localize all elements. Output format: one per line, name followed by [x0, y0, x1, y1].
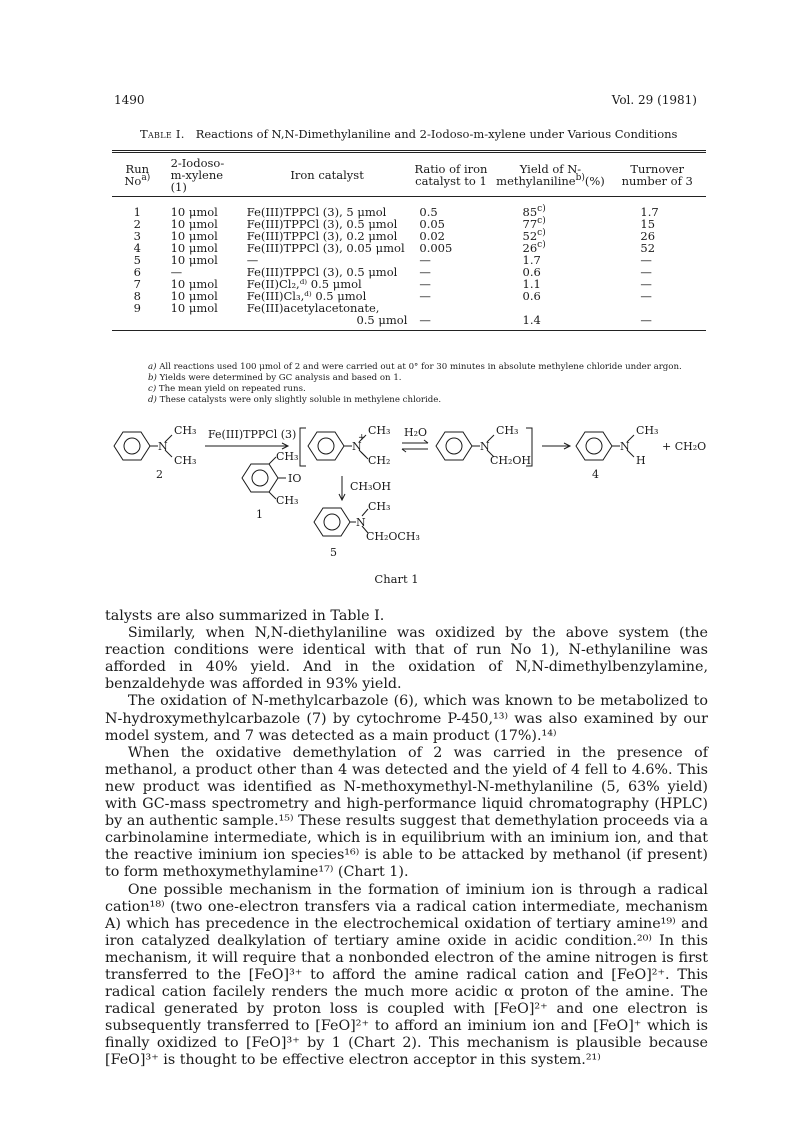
cell-ratio: —: [419, 265, 431, 279]
table-footnote: b) Yields were determined by GC analysis and based on 1.: [148, 373, 402, 383]
cell-yield: 1.1: [522, 277, 541, 291]
table-footnote: d) These catalysts were only slightly soluble in methylene chloride.: [148, 395, 442, 405]
label-ch2och3: CH₂OCH₃: [366, 530, 420, 543]
table-footnote: a) All reactions used 100 μmol of 2 and were carried out at 0° for 30 minutes in absolute methylene chloride under argon.: [148, 362, 682, 372]
label-catalyst: Fe(III)TPPCl (3): [208, 428, 297, 441]
journal-volume: Vol. 29 (1981): [611, 93, 697, 107]
label-ch3: CH₃: [276, 450, 299, 463]
label-ch2: CH₂: [368, 454, 391, 467]
label-ch2oh: CH₂OH: [490, 454, 532, 467]
cell-turnover: [608, 302, 706, 314]
label-ch3: CH₃: [276, 494, 299, 507]
label-n-plus: +: [358, 433, 366, 443]
label-ch3: CH₃: [636, 424, 659, 437]
cell-catalyst: Fe(III)TPPCl (3), 0.2 μmol: [246, 229, 398, 243]
cell-catalyst: Fe(III)acetylacetonate,: [246, 301, 380, 315]
benzene-ring-2: [114, 432, 150, 460]
col-xylene: 2-Iodoso- m-xylene (1): [170, 156, 225, 194]
cell-yield: [493, 302, 609, 314]
cell-turnover: —: [640, 253, 652, 267]
cell-ratio: 0.005: [419, 241, 453, 255]
table-row: [112, 314, 706, 331]
chart-caption: Chart 1: [374, 572, 419, 586]
cell-yield: 0.6: [522, 265, 541, 279]
cell-turnover: 15: [640, 217, 656, 231]
paragraph: One possible mechanism in the formation of iminium ion is through a radical cation¹⁸⁾ (two one-electron transfers via a radical cation intermediate, mechanism A) which has precedence in the electrochemical oxidation of tertiary amine¹⁹⁾ and iron catalyzed dealkylation of tertiary amine oxide in acidic condition.²⁰⁾ In this mechanism, it will require that a nonbonded electron of the amine nitrogen is first transferred to the [FeO]³⁺ to afford the amine radical cation and [FeO]²⁺. This radical cation facilely renders the much more acidic α proton of the amine. The radical generated by proton loss is coupled with [FeO]²⁺ and one electron is subsequently transferred to [FeO]²⁺ to afford an iminium ion and [FeO]⁺ which is finally oxidized to [FeO]³⁺ by 1 (Chart 2). This mechanism is plausible because [FeO]³⁺ is thought to be effective electron acceptor in this system.²¹⁾: [105, 881, 708, 1069]
cell-yield: 26$^{c)}$: [522, 240, 546, 255]
cell-xylene: 10 μmol: [170, 217, 218, 231]
cell-yield: 52$^{c)}$: [522, 228, 546, 243]
cell-run: 3: [133, 229, 141, 243]
table-row: [112, 302, 706, 314]
cell-catalyst: 0.5 μmol: [356, 313, 408, 327]
label-compound-1: 1: [256, 508, 263, 521]
col-ratio: Ratio of iron catalyst to 1: [414, 162, 488, 188]
table-caption: [140, 127, 700, 141]
paragraph: When the oxidative demethylation of 2 was carried in the presence of methanol, a product other than 4 was detected and the yield of 4 fell to 4.6%. This new product was identified as N-methoxymethyl-N-methylaniline (5, 63% yield) with GC-mass spectrometry and high-performance liquid chromatography (HPLC) by an authentic sample.¹⁵⁾ These results suggest that demethylation proceeds via a carbinolamine intermediate, which is in equilibrium with an iminium ion, and that the reactive iminium ion species¹⁶⁾ is able to be attacked by methanol (if present) to form methoxymethylamine¹⁷⁾ (Chart 1).: [105, 744, 708, 881]
page-number: 1490: [114, 93, 145, 107]
paragraph: The oxidation of N-methylcarbazole (6), which was known to be metabolized to N-hydroxymethylcarbazole (7) by cytochrome P-450,¹³⁾ was also examined by our model system, and 7 was detected as a main product (17%).¹⁴⁾: [105, 693, 708, 744]
cell-ratio: —: [419, 253, 431, 267]
table-footnote: c) The mean yield on repeated runs.: [148, 384, 306, 394]
col-run: Run No$^{a)}$: [124, 162, 151, 188]
label-ch3: CH₃: [496, 424, 519, 437]
cell-catalyst: Fe(III)TPPCl (3), 0.05 μmol: [246, 241, 405, 255]
table-caption-text: Reactions of N,N-Dimethylaniline and 2-Iodoso-m-xylene under Various Conditions: [195, 127, 678, 141]
label-ch3: CH₃: [174, 454, 197, 467]
table-caption-label: Table I.: [140, 127, 185, 141]
cell-ratio: —: [419, 313, 431, 327]
col-yield: Yield of N- methylaniline$^{b)}$(%): [496, 162, 605, 188]
benzene-ring-carbinolamine: [436, 432, 472, 460]
cell-ratio: 0.5: [419, 205, 438, 219]
cell-xylene: [163, 314, 245, 331]
label-formaldehyde: + CH₂O: [662, 440, 707, 453]
paragraph: Similarly, when N,N-diethylaniline was oxidized by the above system (the reaction conditions were identical with that of run No 1), N-ethylaniline was afforded in 40% yield. And in the oxidation of N,N-dimethylbenzylamine, benzaldehyde was afforded in 93% yield.: [105, 625, 708, 693]
cell-turnover: 1.7: [640, 205, 659, 219]
label-n: N: [356, 516, 366, 529]
benzene-ring-5: [314, 508, 350, 536]
cell-run: 9: [133, 301, 141, 315]
label-ch3: CH₃: [174, 424, 197, 437]
cell-catalyst: Fe(III)TPPCl (3), 5 μmol: [246, 205, 387, 219]
cell-catalyst: Fe(III)TPPCl (3), 0.5 μmol: [246, 265, 398, 279]
cell-turnover: —: [640, 289, 652, 303]
aromatic-circle: [124, 438, 140, 454]
cell-catalyst: Fe(III)TPPCl (3), 0.5 μmol: [246, 217, 398, 231]
benzene-ring-1: [242, 464, 278, 492]
results-table: [112, 150, 706, 331]
cell-xylene: 10 μmol: [170, 241, 218, 255]
cell-turnover: 52: [640, 241, 656, 255]
label-n: N: [620, 440, 630, 453]
cell-catalyst: Fe(II)Cl₂,ᵈ⁾ 0.5 μmol: [246, 277, 362, 291]
label-methanol: CH₃OH: [350, 480, 392, 493]
cell-ratio: —: [419, 289, 431, 303]
paragraph: talysts are also summarized in Table I.: [105, 608, 385, 624]
table-row: [112, 197, 706, 219]
benzene-ring-4: [576, 432, 612, 460]
cell-xylene: 10 μmol: [170, 289, 218, 303]
cell-catalyst: Fe(III)Cl₃,ᵈ⁾ 0.5 μmol: [246, 289, 367, 303]
body-text: [105, 608, 708, 1070]
cell-turnover: —: [640, 313, 652, 327]
cell-run: 5: [133, 253, 141, 267]
cell-xylene: 10 μmol: [170, 253, 218, 267]
cell-turnover: —: [640, 277, 652, 291]
label-water: H₂O: [404, 426, 428, 439]
cell-run: 1: [133, 205, 141, 219]
cell-yield: 85$^{c)}$: [522, 204, 546, 219]
label-n: N: [480, 440, 490, 453]
table-header-row: [112, 152, 706, 197]
cell-yield: 1.4: [522, 313, 541, 327]
cell-xylene: 10 μmol: [170, 205, 218, 219]
benzene-ring-iminium: [308, 432, 344, 460]
label-ch3: CH₃: [368, 424, 391, 437]
cell-run: 4: [133, 241, 141, 255]
cell-yield: 1.7: [522, 253, 541, 267]
label-n: N: [352, 440, 362, 453]
label-compound-2: 2: [156, 468, 163, 481]
label-h: H: [636, 454, 646, 467]
label-io: IO: [288, 472, 302, 485]
cell-ratio: —: [419, 277, 431, 291]
cell-run: 8: [133, 289, 141, 303]
cell-catalyst: —: [246, 253, 259, 267]
cell-turnover: —: [640, 265, 652, 279]
label-ch3: CH₃: [368, 500, 391, 513]
cell-run: [112, 314, 163, 331]
cell-xylene: —: [170, 265, 183, 279]
cell-run: 6: [133, 265, 141, 279]
reaction-scheme: [110, 420, 710, 590]
cell-turnover: 26: [640, 229, 656, 243]
cell-yield: 0.6: [522, 289, 541, 303]
cell-ratio: 0.05: [419, 217, 445, 231]
table-row: [112, 254, 706, 266]
cell-xylene: 10 μmol: [170, 277, 218, 291]
cell-xylene: 10 μmol: [170, 229, 218, 243]
col-turnover: Turnover number of 3: [621, 162, 693, 188]
cell-xylene: 10 μmol: [170, 301, 218, 315]
label-n: N: [158, 440, 168, 453]
col-catalyst: Iron catalyst: [290, 168, 364, 182]
cell-run: 2: [133, 217, 141, 231]
cell-run: 7: [133, 277, 141, 291]
label-compound-4: 4: [592, 468, 599, 481]
cell-ratio: 0.02: [419, 229, 445, 243]
label-compound-5: 5: [330, 546, 337, 559]
cell-yield: 77$^{c)}$: [522, 216, 546, 231]
